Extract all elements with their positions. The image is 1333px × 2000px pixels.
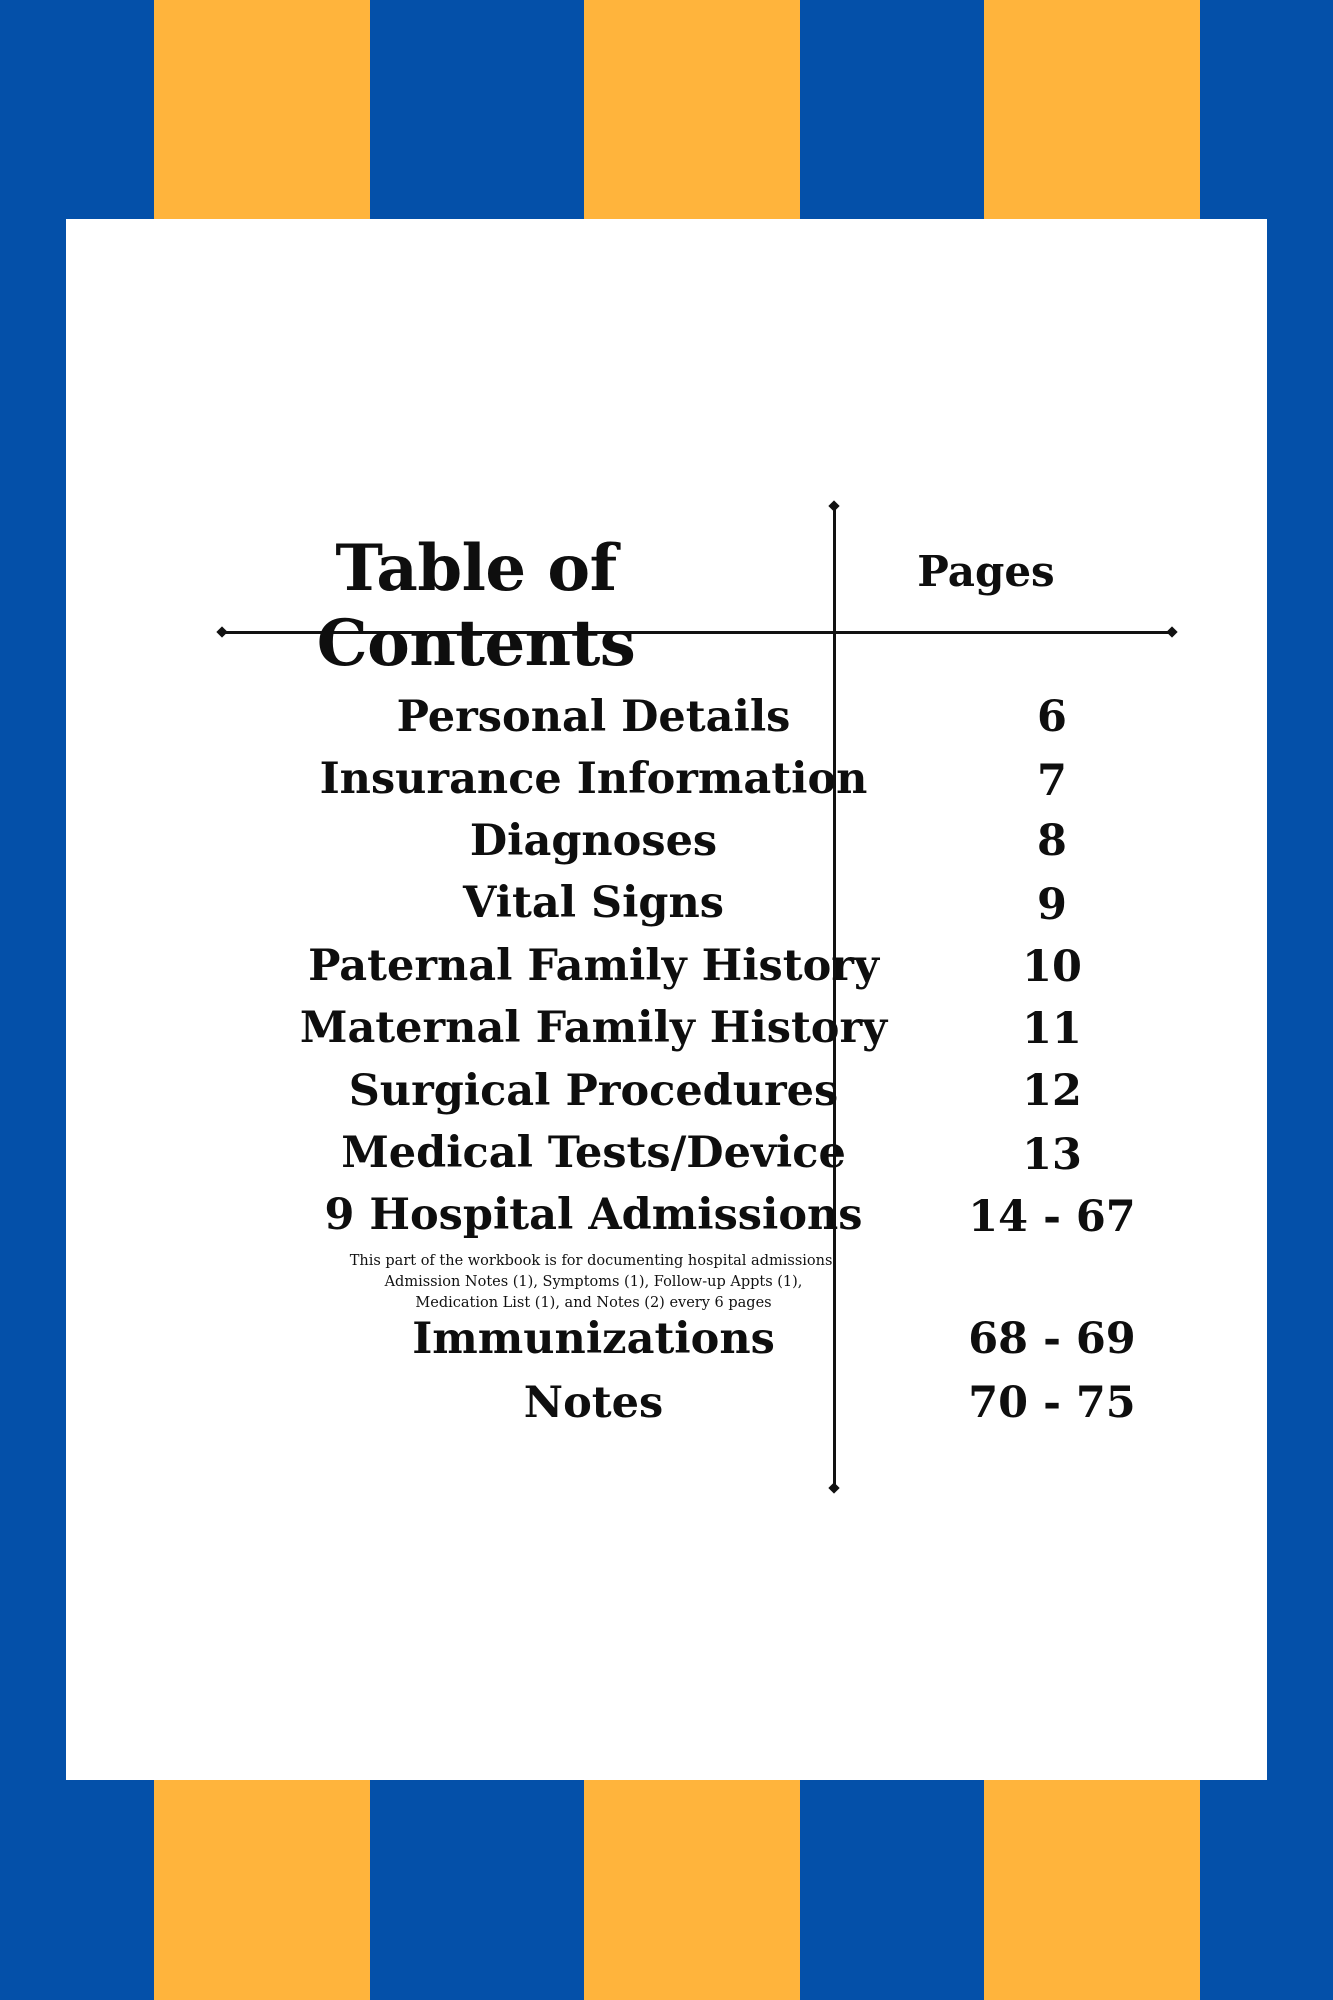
toc-entry-pages: 12 [1022,1066,1082,1116]
divider-end-dot [828,1482,839,1493]
toc-entry-pages: 8 [1037,816,1067,866]
toc-entry-pages: 10 [1022,942,1082,992]
toc-entry-label: Paternal Family History [308,941,879,991]
toc-entry-pages: 70 - 75 [968,1378,1136,1428]
toc-entry-label: Insurance Information [319,754,868,804]
toc-entry-label: Maternal Family History [299,1003,888,1053]
divider-end-dot [828,500,839,511]
admissions-note-line: Medication List (1), and Notes (2) every 6 pages [415,1295,772,1311]
admissions-note [206,1251,981,1314]
toc-entry-pages: 13 [1022,1130,1082,1180]
toc-entry-pages: 11 [1022,1004,1082,1054]
toc-entry-pages: 68 - 69 [968,1314,1136,1364]
admissions-note-line: This part of the workbook is for documenting hospital admissions: [349,1253,838,1269]
toc-entry-pages: 14 - 67 [968,1192,1136,1242]
page-title: Table of Contents [316,531,636,681]
toc-entry-label: Immunizations [412,1314,775,1364]
toc-entry-label: Notes [523,1378,664,1428]
toc-entry-label: Vital Signs [463,878,724,928]
toc-entry-label: 9 Hospital Admissions [324,1190,863,1240]
toc-entry-pages: 9 [1037,880,1067,930]
toc-entry-label: Personal Details [396,692,791,742]
toc-entry-pages: 7 [1037,756,1067,806]
contents-card [66,219,1267,1780]
toc-entry-label: Medical Tests/Device [341,1128,846,1178]
toc-entry-label: Diagnoses [469,816,718,866]
admissions-note-line: Admission Notes (1), Symptoms (1), Follow-up Appts (1), [384,1274,803,1290]
divider-end-dot [1166,626,1177,637]
pages-column-heading: Pages [917,547,1055,596]
toc-entry-pages: 6 [1037,692,1067,742]
toc-entry-label: Surgical Procedures [348,1066,839,1116]
